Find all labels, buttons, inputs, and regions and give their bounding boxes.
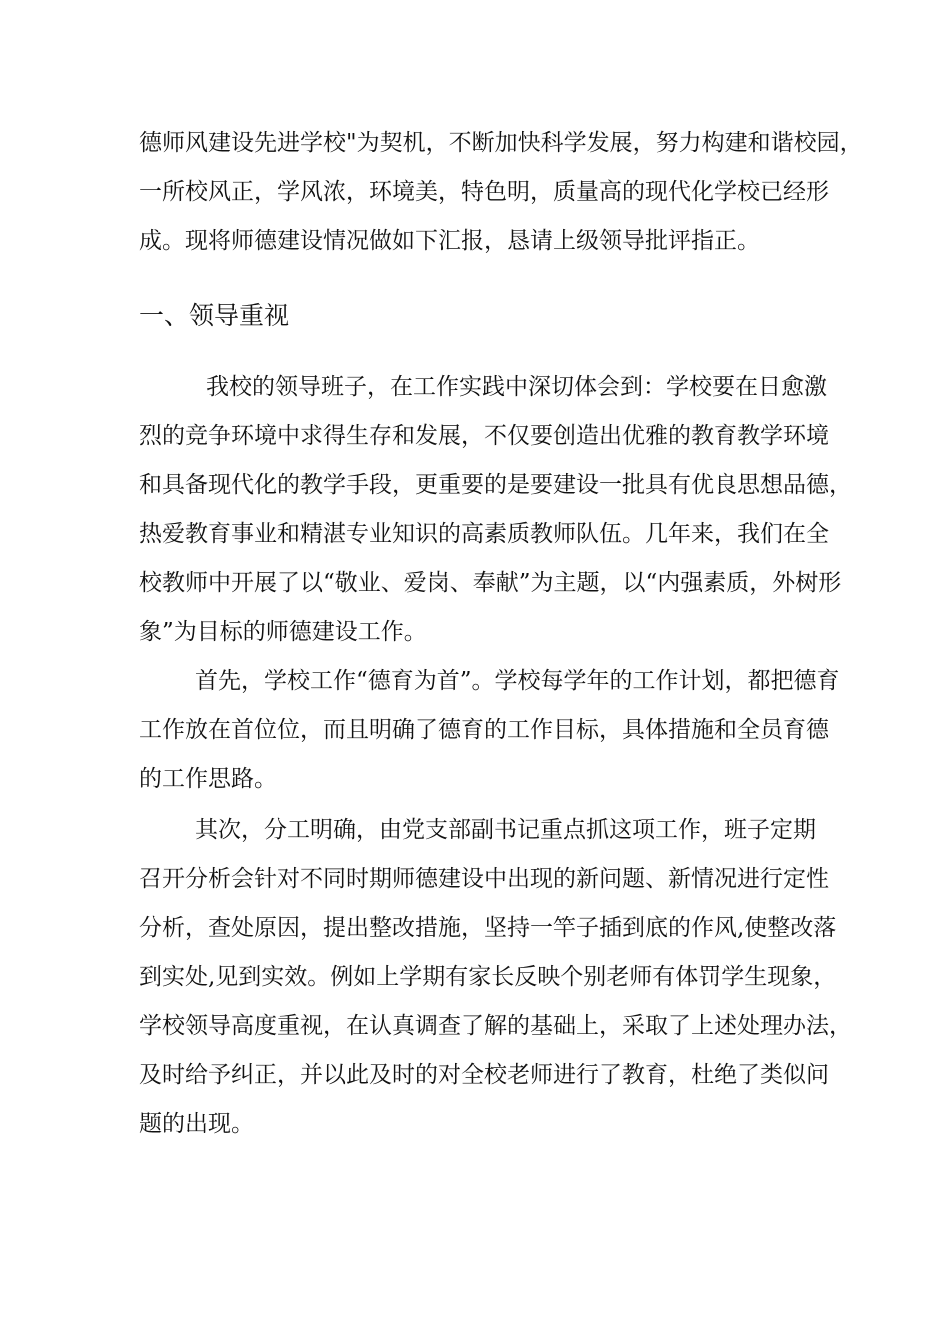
para1-line-6: 象”为目标的师德建设工作。 [139, 619, 427, 645]
para3-line-2: 召开分析会针对不同时期师德建设中出现的新问题、新情况进行定性 [139, 866, 829, 892]
para1-line-3: 和具备现代化的教学手段，更重要的是要建设一批具有优良思想品德， [139, 472, 852, 498]
para1-line-5: 校教师中开展了以“敬业、爱岗、奉献”为主题，以“内强素质，外树形 [139, 570, 842, 596]
para1-line-4: 热爱教育事业和精湛专业知识的高素质教师队伍。几年来，我们在全 [139, 521, 829, 547]
para2-line-3: 的工作思路。 [139, 766, 277, 792]
para1-line-1: 我校的领导班子，在工作实践中深切体会到：学校要在日愈激 [206, 374, 827, 400]
intro-line-1: 德师风建设先进学校"为契机，不断加快科学发展，努力构建和谐校园， [139, 130, 863, 156]
para2-line-1: 首先，学校工作“德育为首”。学校每学年的工作计划，都把德育 [195, 668, 840, 694]
section-heading: 一、领导重视 [139, 301, 290, 330]
para3-line-3: 分析，查处原因，提出整改措施，坚持一竿子插到底的作风,使整改落 [139, 915, 837, 941]
para3-line-1: 其次，分工明确，由党支部副书记重点抓这项工作，班子定期 [195, 817, 816, 843]
intro-line-2: 一所校风正，学风浓，环境美，特色明，质量高的现代化学校已经形 [139, 179, 829, 205]
para1-line-2: 烈的竞争环境中求得生存和发展，不仅要创造出优雅的教育教学环境 [139, 423, 829, 449]
para3-line-4: 到实处,见到实效。例如上学期有家长反映个别老师有体罚学生现象， [139, 964, 837, 990]
para3-line-5: 学校领导高度重视，在认真调查了解的基础上，采取了上述处理办法， [139, 1013, 852, 1039]
para2-line-2: 工作放在首位位，而且明确了德育的工作目标，具体措施和全员育德 [139, 717, 829, 743]
para3-line-7: 题的出现。 [139, 1111, 254, 1137]
intro-line-3: 成。现将师德建设情况做如下汇报，恳请上级领导批评指正。 [139, 228, 760, 254]
para3-line-6: 及时给予纠正，并以此及时的对全校老师进行了教育，杜绝了类似问 [139, 1062, 829, 1088]
